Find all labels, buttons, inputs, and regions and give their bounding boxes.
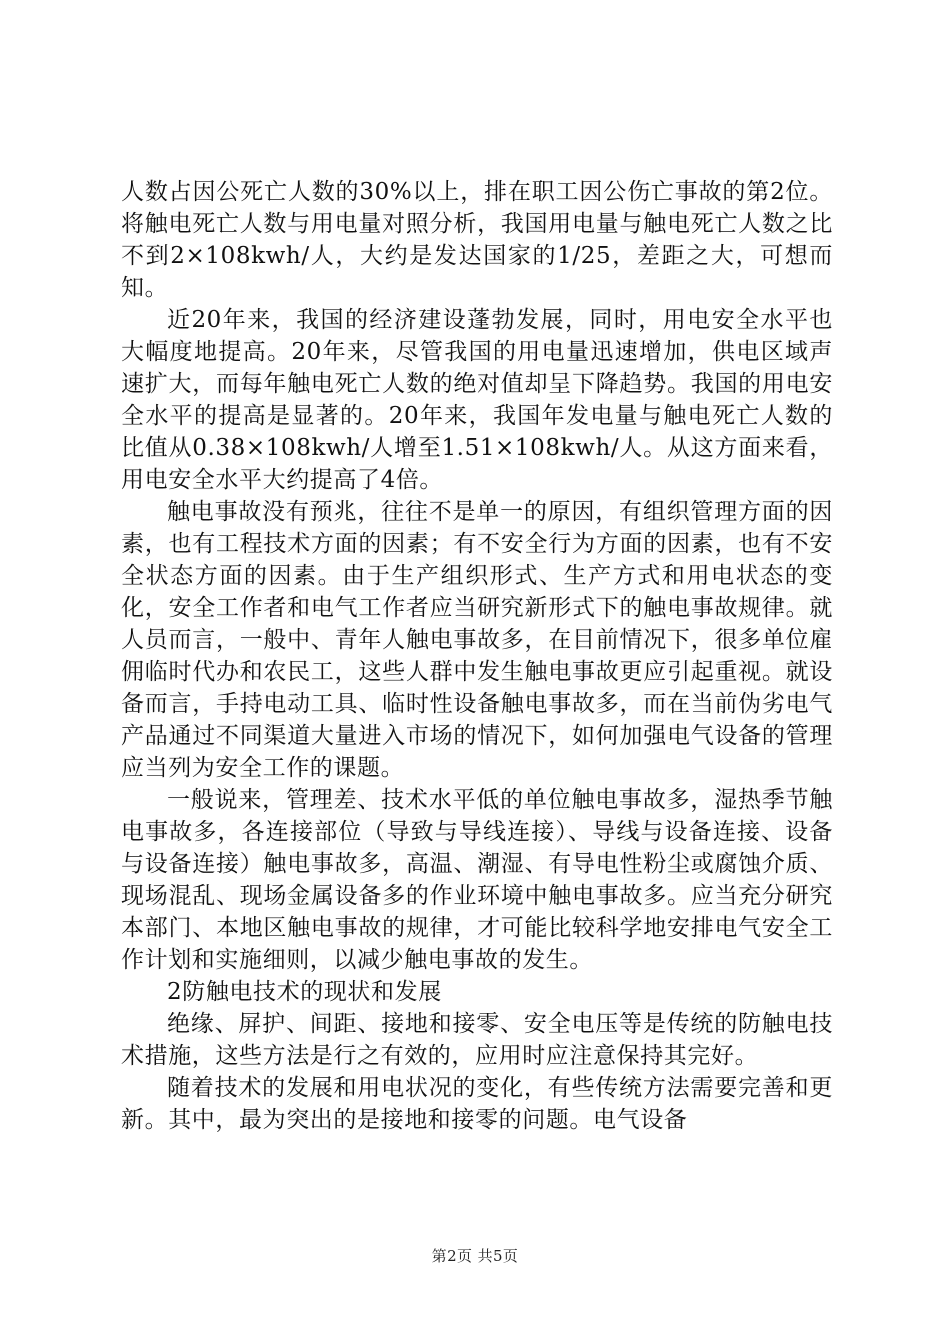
paragraph-4: 一般说来，管理差、技术水平低的单位触电事故多，湿热季节触电事故多，各连接部位（导致与导线连接）、导线与设备连接、设备与设备连接）触电事故多，高温、潮湿、有导电性粉尘或腐蚀介质、现场混乱、现场金属设备多的作业环境中触电事故多。应当充分研究本部门、本地区触电事故的规律，才可能比较科学地安排电气安全工作计划和实施细则，以减少触电事故的发生。 (121, 787, 833, 973)
paragraph-2: 近20年来，我国的经济建设蓬勃发展，同时，用电安全水平也大幅度地提高。20年来，尽管我国的用电量迅速增加，供电区域声速扩大，而每年触电死亡人数的绝对值却呈下降趋势。我国的用电安全水平的提高是显著的。20年来，我国年发电量与触电死亡人数的比值从0.38×108kwh/人增至1.51×108kwh/人。从这方面来看，用电安全水平大约提高了4倍。 (121, 307, 833, 493)
document-body (121, 176, 833, 1136)
paragraph-3: 触电事故没有预兆，往往不是单一的原因，有组织管理方面的因素，也有工程技术方面的因素；有不安全行为方面的因素，也有不安全状态方面的因素。由于生产组织形式、生产方式和用电状态的变化，安全工作者和电气工作者应当研究新形式下的触电事故规律。就人员而言，一般中、青年人触电事故多，在目前情况下，很多单位雇佣临时代办和农民工，这些人群中发生触电事故更应引起重视。就设备而言，手持电动工具、临时性设备触电事故多，而在当前伪劣电气产品通过不同渠道大量进入市场的情况下，如何加强电气设备的管理应当列为安全工作的课题。 (121, 499, 833, 781)
paragraph-5: 绝缘、屏护、间距、接地和接零、安全电压等是传统的防触电技术措施，这些方法是行之有效的，应用时应注意保持其完好。 (121, 1011, 833, 1069)
page-footer: 第2页 共5页 (431, 1247, 519, 1265)
paragraph-6: 随着技术的发展和用电状况的变化，有些传统方法需要完善和更新。其中，最为突出的是接地和接零的问题。电气设备 (121, 1075, 833, 1133)
section-heading: 2防触电技术的现状和发展 (167, 979, 442, 1005)
paragraph-1: 人数占因公死亡人数的30%以上，排在职工因公伤亡事故的第2位。将触电死亡人数与用电量对照分析，我国用电量与触电死亡人数之比不到2×108kwh/人，大约是发达国家的1/25，差距之大，可想而知。 (121, 179, 833, 301)
